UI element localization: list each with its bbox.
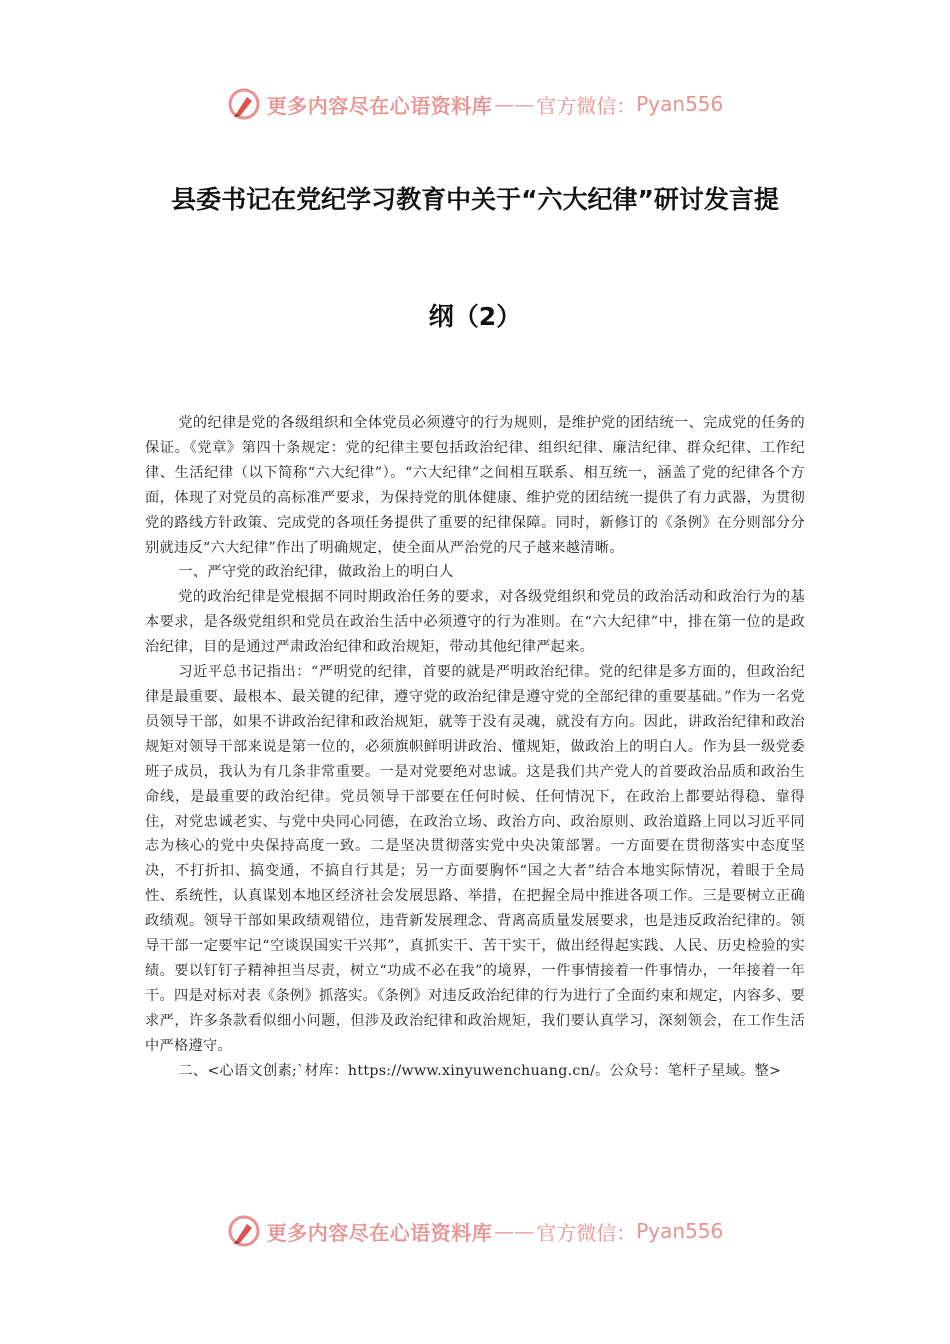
header-watermark-banner [0, 84, 950, 124]
banner-text: 更多内容尽在心语资料库 [266, 1220, 493, 1245]
banner-separator: —— [494, 1219, 535, 1243]
paragraph-intro: 党的纪律是党的各级组织和全体党员必须遵守的行为规则，是维护党的团结统一、完成党的任务的保证。《党章》第四十条规定：党的纪律主要包括政治纪律、组织纪律、廉洁纪律、群众纪律、工作纪律、生活纪律（以下简称“六大纪律”）。“六大纪律”之间相互联系、相互统一，涵盖了党的纪律各个方面，体现了对党员的高标准严要求，为保持党的肌体健康、维护党的团结统一提供了有力武器，为贯彻党的路线方针政策、完成党的各项任务提供了重要的纪律保障。同时，新修订的《条例》在分则部分分别就违反“六大纪律”作出了明确规定，使全面从严治党的尺子越来越清晰。 [145, 415, 805, 556]
paragraph-political-discipline: 党的政治纪律是党根据不同时期政治任务的要求，对各级党组织和党员的政治活动和政治行为的基本要求，是各级党组织和党员在政治生活中必须遵守的行为准则。在“六大纪律”中，排在第一位的是政治纪律，目的是通过严肃政治纪律和政治规矩，带动其他纪律严起来。 [145, 589, 805, 656]
document-title-line-1: 县委书记在党纪学习教育中关于“六大纪律”研讨发言提 [171, 185, 779, 214]
pen-nib-logo-icon [227, 87, 261, 121]
banner-separator: —— [494, 92, 535, 116]
banner-wechat-label: 官方微信： [536, 93, 637, 118]
banner-wechat-id: Pyan556 [636, 1219, 724, 1243]
banner-wechat-id: Pyan556 [636, 92, 724, 116]
document-title-line-2: 纲（2） [428, 302, 522, 331]
document-body [145, 411, 805, 1083]
pen-nib-logo-icon [227, 1214, 261, 1248]
section-heading-2: 二、<心语文创素;`材库：https://www.xinyuwenchuang.cn/。公众号：笔杆子星域。整> [178, 1062, 782, 1079]
paragraph-xi-quote: 习近平总书记指出：“严明党的纪律，首要的就是严明政治纪律。党的纪律是多方面的，但政治纪律是最重要、最根本、最关键的纪律，遵守党的政治纪律是遵守党的全部纪律的重要基础。”作为一名党员领导干部，如果不讲政治纪律和政治规矩，就等于没有灵魂，就没有方向。因此，讲政治纪律和政治规矩对领导干部来说是第一位的，必须旗帜鲜明讲政治、懂规矩，做政治上的明白人。作为县一级党委班子成员，我认为有几条非常重要。一是对党要绝对忠诚。这是我们共产党人的首要政治品质和政治生命线，是最重要的政治纪律。党员领导干部要在任何时候、任何情况下，在政治上都要站得稳、靠得住，对党忠诚老实、与党中央同心同德，在政治立场、政治方向、政治原则、政治道路上同以习近平同志为核心的党中央保持高度一致。二是坚决贯彻落实党中央决策部署。一方面要在贯彻落实中态度坚决，不打折扣、搞变通，不搞自行其是；另一方面要胸怀“国之大者”结合本地实际情况，着眼于全局性、系统性，认真谋划本地区经济社会发展思路、举措，在把握全局中推进各项工作。三是要树立正确政绩观。领导干部如果政绩观错位，违背新发展理念、背离高质量发展要求，也是违反政治纪律的。领导干部一定要牢记“空谈误国实干兴邦”，真抓实干、苦干实干，做出经得起实践、人民、历史检验的实绩。要以钉钉子精神担当尽责，树立“功成不必在我”的境界，一件事情接着一件事情办，一年接着一年干。四是对标对表《条例》抓落实。《条例》对违反政治纪律的行为进行了全面约束和规定，内容多、要求严，许多条款看似细小问题，但涉及政治纪律和政治规矩，我们要认真学习，深刻领会，在工作生活中严格遵守。 [145, 664, 805, 1054]
footer-watermark-banner [0, 1211, 950, 1251]
section-heading-1: 一、严守党的政治纪律，做政治上的明白人 [178, 564, 454, 581]
banner-wechat-label: 官方微信： [536, 1220, 637, 1245]
banner-text: 更多内容尽在心语资料库 [266, 93, 493, 118]
